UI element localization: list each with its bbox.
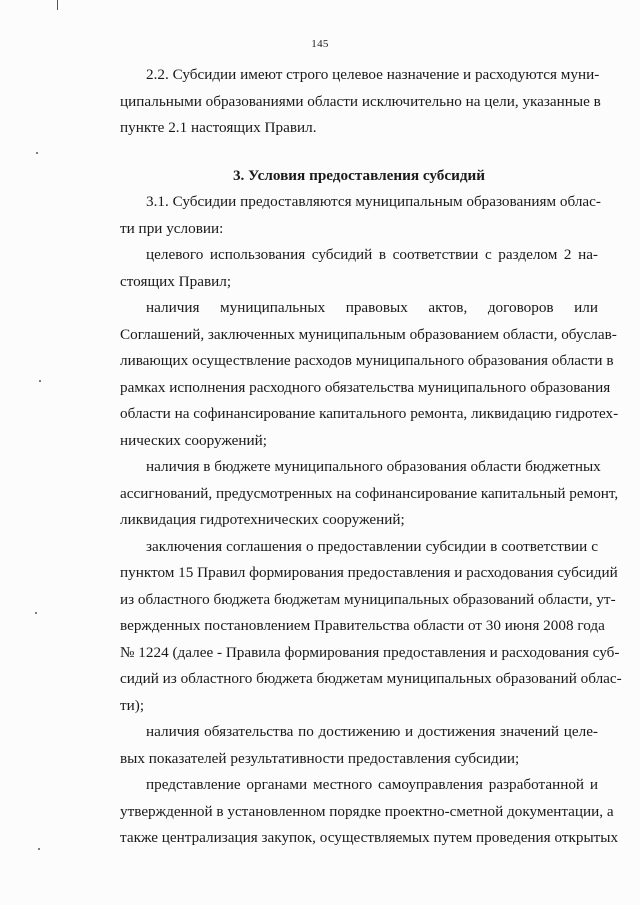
text-line: заключения соглашения о предоставлении субсидии в соответствии с (146, 537, 598, 555)
condition-item (120, 295, 619, 454)
text-line: сидий из областного бюджета бюджетам муниципальных образований облас- (120, 670, 622, 687)
text-line: ливающих осуществление расходов муниципального образования области в (120, 352, 614, 369)
scan-speck (36, 152, 38, 154)
condition-item (120, 242, 598, 295)
text-line: области на софинансирование капитального ремонта, ликвидацию гидротех- (120, 405, 619, 422)
text-line: пунктом 15 Правил формирования предоставления и расходования субсидий (120, 564, 618, 581)
paragraph-2-2 (120, 62, 601, 142)
text-line: наличия в бюджете муниципального образования области бюджетных (146, 458, 601, 475)
scan-speck (38, 848, 40, 850)
page-number: 145 (311, 38, 329, 50)
condition-item (120, 454, 619, 534)
text-line: представление органами местного самоуправления разработанной и (146, 776, 598, 793)
text-line: наличия обязательства по достижению и достижения значений целе- (146, 723, 598, 740)
scan-speck (57, 0, 58, 10)
text-line: ципальными образованиями области исключительно на цели, указанные в (120, 92, 601, 110)
text-line: вержденных постановлением Правительства области от 30 июня 2008 года (120, 617, 605, 634)
document-body (120, 62, 622, 852)
text-line: ликвидация гидротехнических сооружений; (120, 511, 405, 528)
text-line: утвержденной в установленном порядке проектно-сметной документации, а (120, 802, 614, 820)
section-heading: 3. Условия предоставления субсидий (232, 166, 486, 184)
scan-speck (35, 612, 37, 614)
text-line: нических сооружений; (120, 431, 268, 449)
text-line: также централизация закупок, осуществляемых путем проведения открытых (120, 829, 619, 846)
condition-item (120, 534, 622, 720)
text-line: 3.1. Субсидии предоставляются муниципальным образованиям облас- (146, 193, 601, 210)
text-line: 2.2. Субсидии имеют строго целевое назначение и расходуются муни- (146, 66, 600, 83)
text-line: наличия муниципальных правовых актов, договоров или (146, 299, 598, 316)
text-line: стоящих Правил; (120, 272, 232, 290)
text-line: ассигнований, предусмотренных на софинансирование капитальный ремонт, (120, 484, 619, 502)
condition-item (120, 719, 598, 772)
text-line: Соглашений, заключенных муниципальным образованием области, обуслав- (120, 325, 617, 343)
text-line: рамках исполнения расходного обязательства муниципального образования (120, 378, 611, 396)
text-line: ти при условии: (120, 219, 224, 237)
text-line: № 1224 (далее - Правила формирования предоставления и расходования суб- (120, 643, 620, 661)
text-line: ти); (120, 696, 145, 714)
paragraph-3-1 (120, 189, 601, 242)
text-line: вых показателей результативности предоставления субсидии; (120, 749, 520, 767)
condition-item (120, 772, 619, 852)
text-line: пункте 2.1 настоящих Правил. (120, 119, 317, 136)
text-line: целевого использования субсидий в соответствии с разделом 2 на- (146, 246, 598, 263)
text-line: из областного бюджета бюджетам муниципальных образований области, ут- (120, 590, 616, 608)
scan-speck (39, 380, 41, 382)
